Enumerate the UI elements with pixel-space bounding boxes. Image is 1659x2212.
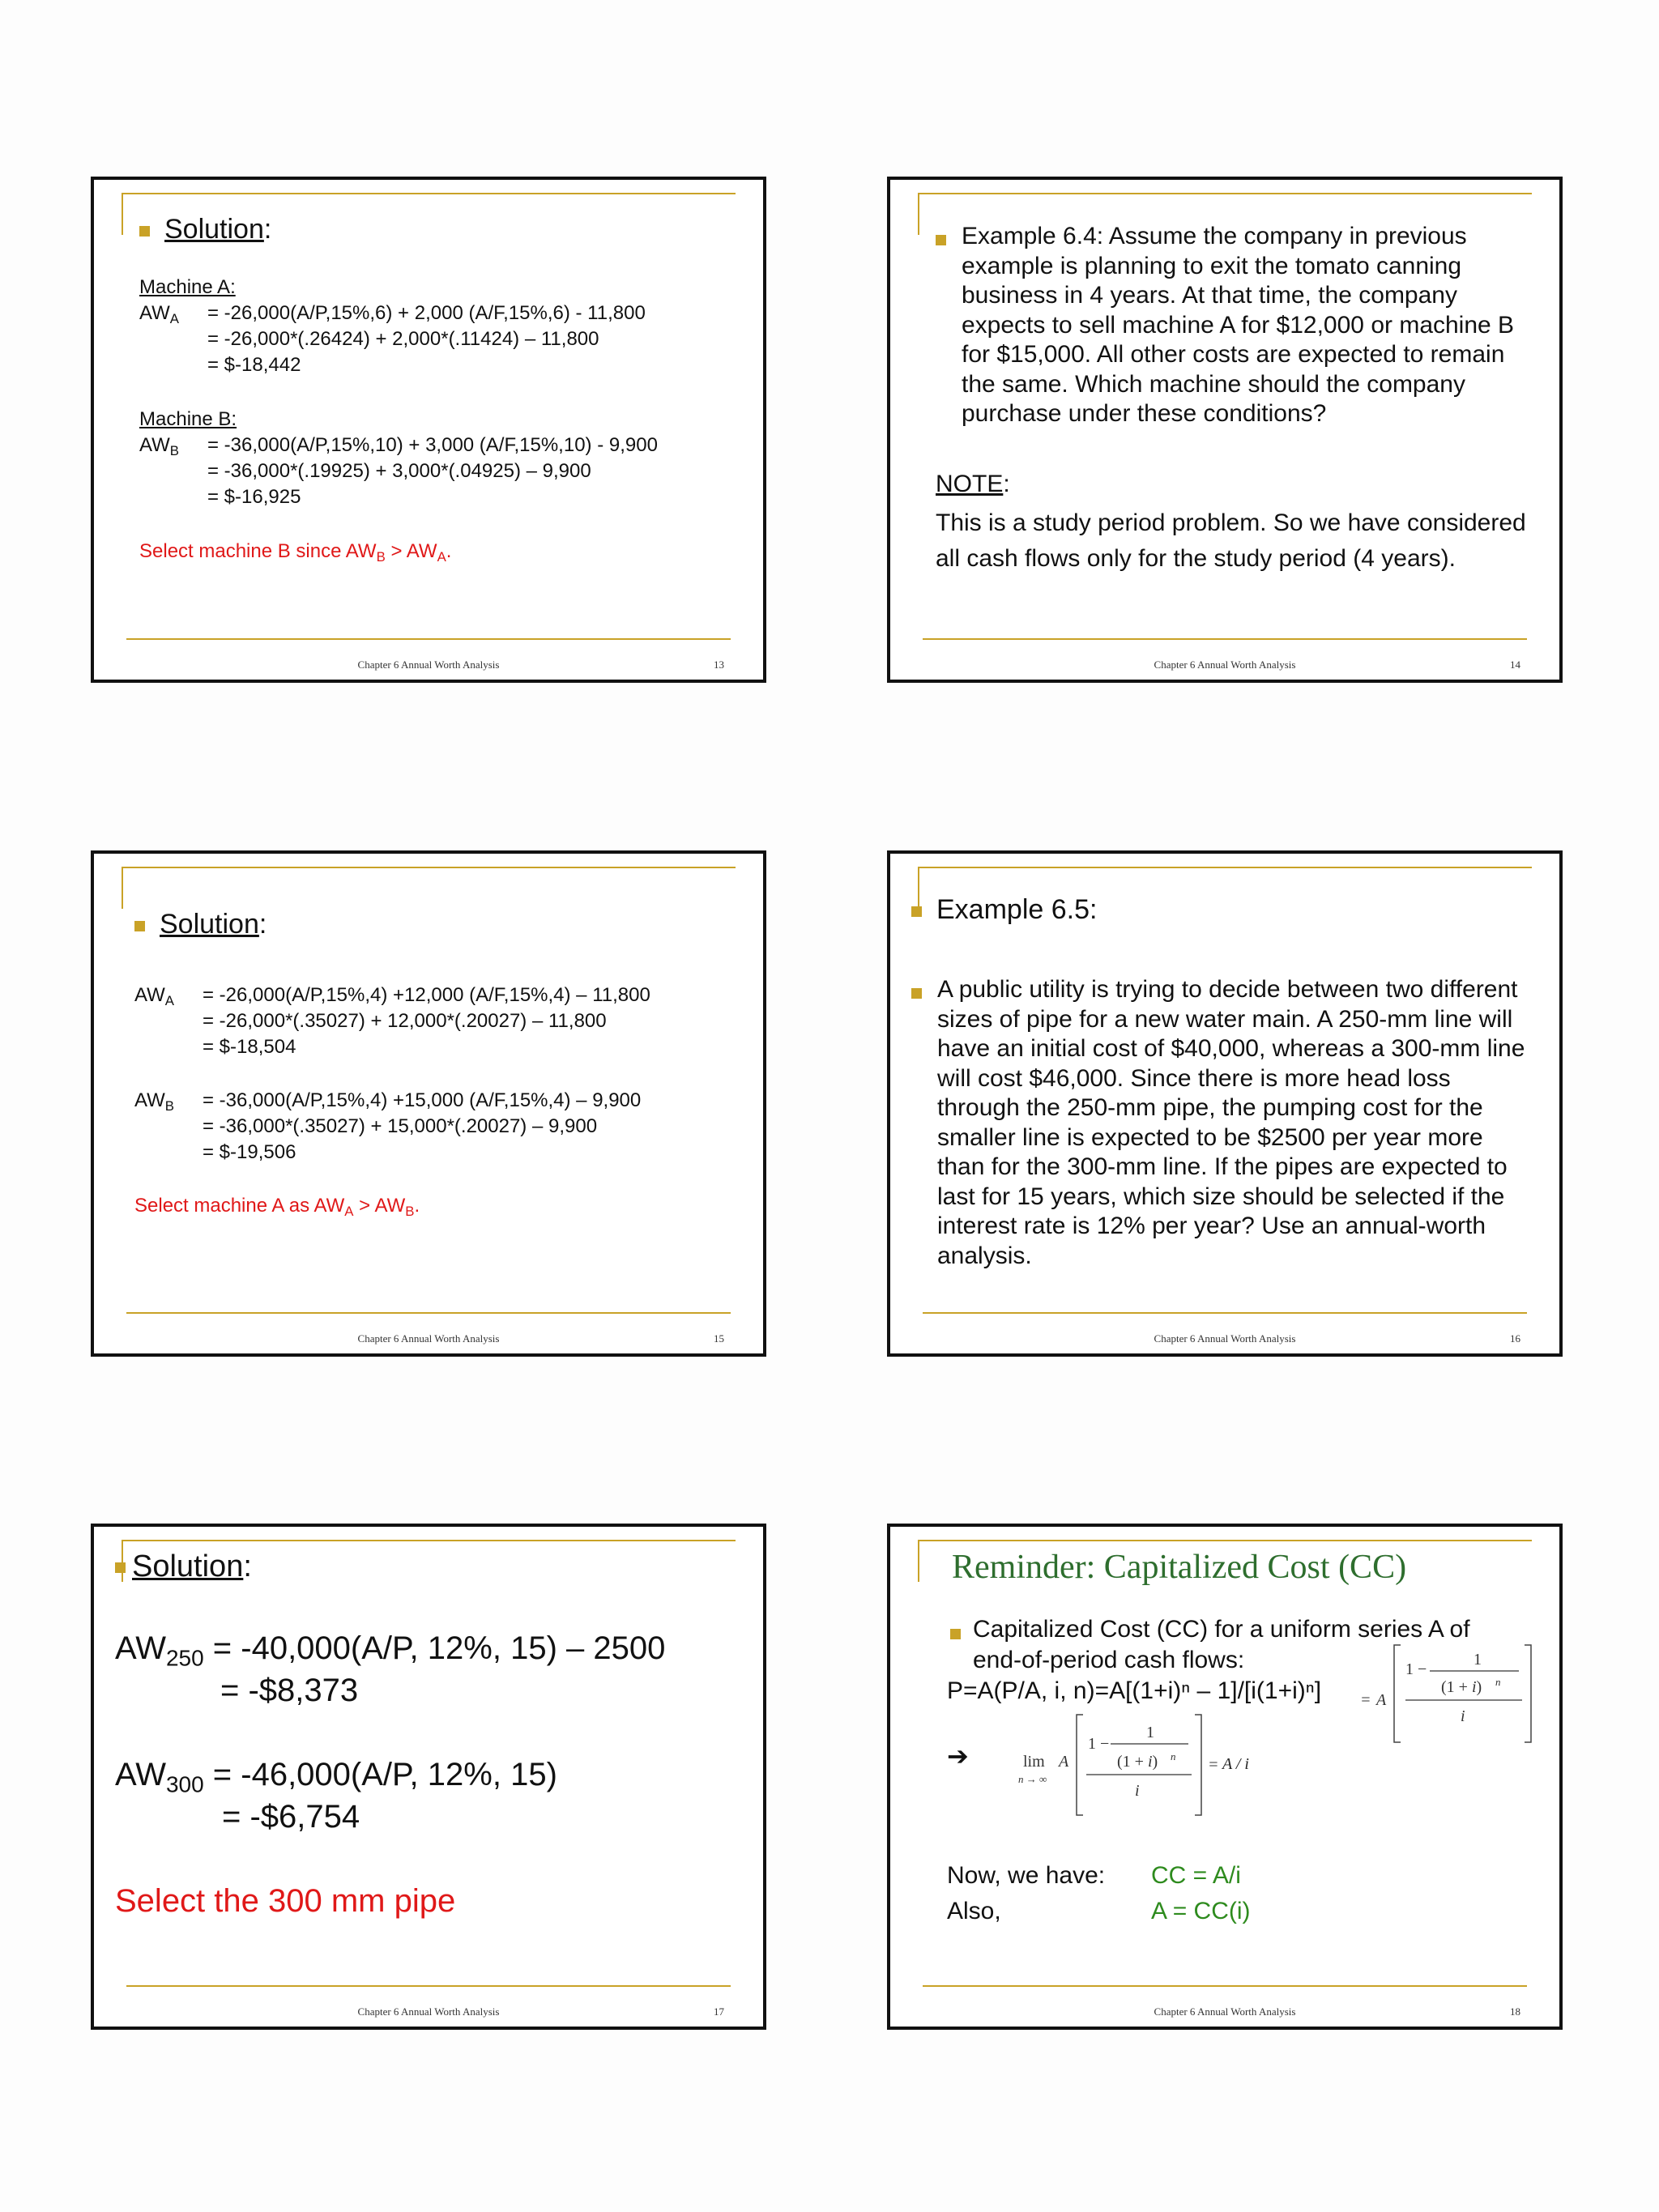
footer-rule — [923, 1985, 1527, 1987]
bullet-icon — [936, 235, 946, 245]
bullet-icon — [134, 921, 145, 931]
footer-title: Chapter 6 Annual Worth Analysis — [357, 658, 500, 671]
page-number: 17 — [714, 2005, 724, 2018]
pa-formula: P=A(P/A, i, n)=A[(1+i)ⁿ – 1]/[i(1+i)ⁿ] — [947, 1677, 1322, 1704]
svg-text:=: = — [1208, 1756, 1219, 1774]
svg-text:1 −: 1 − — [1405, 1660, 1427, 1678]
selection-conclusion: Select machine B since $AW_B > AW_A$. — [139, 540, 452, 565]
arrow-icon: ➔ — [947, 1741, 969, 1771]
aw-b-line-2: = -36,000*(.19925) + 3,000*(.04925) – 9,900 — [207, 460, 591, 482]
svg-text:1: 1 — [1146, 1724, 1154, 1741]
bullet-icon — [911, 906, 922, 917]
page-number: 14 — [1510, 658, 1520, 671]
limit-formula — [1012, 1710, 1222, 1820]
svg-text:(1 + i): (1 + i) — [1117, 1753, 1158, 1771]
page-number: 16 — [1510, 1332, 1520, 1345]
machine-a-title: Machine A: — [139, 276, 236, 298]
svg-text:n: n — [1495, 1676, 1501, 1688]
svg-text:i: i — [1135, 1782, 1140, 1800]
aw-a-line-3: = $-18,504 — [203, 1036, 296, 1058]
corner-decoration — [122, 867, 736, 909]
note-label: NOTE: — [936, 471, 1010, 497]
aw-a-line-2: = -26,000*(.35027) + 12,000*(.20027) – 11,800 — [203, 1010, 607, 1032]
aw-a-line-2: = -26,000*(.26424) + 2,000*(.11424) – 11,800 — [207, 328, 599, 350]
aw-300-result: = -$6,754 — [222, 1799, 360, 1835]
svg-text:1 −: 1 − — [1088, 1735, 1110, 1753]
footer-rule — [923, 1312, 1527, 1314]
footer-title: Chapter 6 Annual Worth Analysis — [357, 1332, 500, 1345]
footer-rule — [126, 638, 731, 640]
slide-14 — [887, 177, 1563, 683]
limit-result: A / i — [1222, 1755, 1249, 1773]
svg-text:A: A — [1059, 1753, 1069, 1771]
slide-heading: Example 6.5: — [911, 894, 1097, 926]
footer-title: Chapter 6 Annual Worth Analysis — [1154, 2005, 1296, 2018]
pa-bracket-formula — [1360, 1640, 1538, 1747]
slide-heading: Solution: — [139, 214, 271, 245]
example-6-4-text: Example 6.4: Assume the company in previous example is planning to exit the tomato canning business in 4 years. At that time, the company expects to sell machine A for $12,000 or machine B for $15,000. All other costs are expected to remain the same. Which machine should the company purchase under these conditions? — [962, 223, 1515, 427]
footer-title: Chapter 6 Annual Worth Analysis — [1154, 1332, 1296, 1345]
slide-18 — [887, 1524, 1563, 2030]
aw-a-line-1: $AW_A = -26,000(A/P,15\%,4) +12,000$ (A/F,15%,4) – 11,800 — [134, 984, 650, 1009]
page-number: 13 — [714, 658, 724, 671]
aw-300-equation: $AW_{300} = -46,000(A/P$, 12%, 15) — [115, 1757, 557, 1797]
bullet-icon — [950, 1629, 961, 1639]
aw-a-line-3: = $-18,442 — [207, 354, 301, 376]
aw-250-result: = -$8,373 — [220, 1673, 359, 1708]
aw-b-line-3: = $-16,925 — [207, 486, 301, 508]
aw-a-line-1: $AW_A = -26,000(A/P,15\%,6) + 2,000$ (A/F,15%,6) - 11,800 — [139, 302, 646, 327]
footer-rule — [126, 1312, 731, 1314]
slide-heading: Solution: — [115, 1549, 252, 1584]
also-label: Also, — [947, 1898, 1001, 1924]
footer-title: Chapter 6 Annual Worth Analysis — [357, 2005, 500, 2018]
cc-equation: CC = A/i — [1151, 1862, 1241, 1889]
footer-rule — [923, 638, 1527, 640]
slide-15 — [91, 850, 766, 1357]
aw-b-line-2: = -36,000*(.35027) + 15,000*(.20027) – 9,900 — [203, 1115, 598, 1137]
bullet-icon — [115, 1562, 126, 1573]
page-number: 18 — [1510, 2005, 1520, 2018]
slide-title: Reminder: Capitalized Cost (CC) — [952, 1549, 1407, 1586]
aw-250-equation: $AW_{250} = -40,000(A/P$, 12%, 15) – 2500 — [115, 1630, 666, 1671]
selection-conclusion: Select machine A as $AW_A > AW_B$. — [134, 1195, 420, 1220]
selection-conclusion: Select the 300 mm pipe — [115, 1883, 456, 1919]
a-equation: A = CC(i) — [1151, 1898, 1251, 1924]
page-number: 15 — [714, 1332, 724, 1345]
svg-text:n: n — [1171, 1750, 1176, 1762]
aw-b-line-1: $AW_B = -36,000(A/P,15\%,4) +15,000$ (A/F,15%,4) – 9,900 — [134, 1089, 642, 1115]
footer-title: Chapter 6 Annual Worth Analysis — [1154, 658, 1296, 671]
svg-text:A: A — [1376, 1691, 1387, 1709]
aw-b-line-1: $AW_B = -36,000(A/P,15\%,10) + 3,000$ (A/F,15%,10) - 9,900 — [139, 434, 658, 459]
svg-text:=: = — [1360, 1691, 1371, 1709]
svg-text:1: 1 — [1473, 1651, 1482, 1669]
cc-description: Capitalized Cost (CC) for a uniform series A of end-of-period cash flows: — [973, 1616, 1470, 1673]
machine-b-title: Machine B: — [139, 408, 237, 430]
now-label: Now, we have: — [947, 1862, 1106, 1889]
bullet-icon — [911, 988, 922, 999]
bullet-icon — [139, 226, 150, 237]
slide-16 — [887, 850, 1563, 1357]
slide-17 — [91, 1524, 766, 2030]
slide-heading: Solution: — [134, 909, 267, 940]
footer-rule — [126, 1985, 731, 1987]
svg-text:(1 + i): (1 + i) — [1441, 1678, 1482, 1696]
note-text: This is a study period problem. So we have considered all cash flows only for the study period (4 years). — [936, 509, 1526, 572]
svg-text:i: i — [1461, 1707, 1465, 1725]
svg-text:lim: lim — [1023, 1753, 1045, 1771]
slide-13 — [91, 177, 766, 683]
aw-b-line-3: = $-19,506 — [203, 1141, 296, 1163]
svg-text:n → ∞: n → ∞ — [1018, 1773, 1047, 1785]
example-6-5-text: A public utility is trying to decide between two different sizes of pipe for a new water main. A 250-mm line will have an initial cost of $40,000, whereas a 300-mm line will cost $46,000. Since there is more head loss through the 250-mm pipe, the pumping cost for the smaller line is expected to be $2500 per year more than for the 300-mm line. If the pipes are expected to last for 15 years, which size should be selected if the interest rate is 12% per year? Use an annual-worth analysis. — [937, 976, 1525, 1269]
